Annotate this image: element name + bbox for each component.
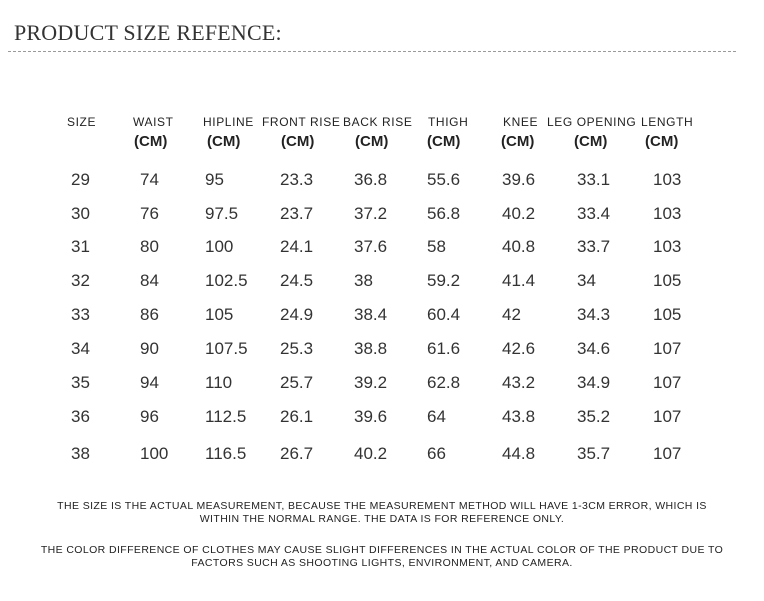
measurement-cell: 24.9 [280,305,314,324]
measurement-cell: 25.7 [280,373,314,392]
measurement-cell: 43.2 [502,373,536,392]
measurement-cell: 35.7 [577,444,611,463]
column-unit: (CM) [281,133,315,150]
measurement-cell: 34 [577,271,596,290]
measurement-cell: 40.8 [502,237,536,256]
measurement-cell: 64 [427,407,446,426]
measurement-cell: 86 [140,305,159,324]
measurement-cell: 105 [205,305,234,324]
measurement-cell: 33.1 [577,170,611,189]
measurement-cell: 80 [140,237,159,256]
measurement-cell: 56.8 [427,204,461,223]
measurement-cell: 39.6 [502,170,536,189]
column-header: LEG OPENING [547,115,637,129]
measurement-cell: 107 [653,407,682,426]
measurement-cell: 38 [354,271,373,290]
measurement-cell: 33.7 [577,237,611,256]
measurement-cell: 66 [427,444,446,463]
column-header: BACK RISE [343,115,413,129]
dashed-divider [8,51,736,52]
size-cell: 31 [71,237,90,256]
measurement-cell: 37.6 [354,237,388,256]
size-cell: 33 [71,305,90,324]
measurement-cell: 105 [653,271,682,290]
size-cell: 38 [71,444,90,463]
measurement-cell: 90 [140,339,159,358]
measurement-cell: 102.5 [205,271,248,290]
measurement-cell: 107 [653,373,682,392]
measurement-cell: 74 [140,170,159,189]
measurement-cell: 116.5 [205,444,247,463]
column-unit: (CM) [134,133,168,150]
color-note-line-1: THE COLOR DIFFERENCE OF CLOTHES MAY CAUSE SLIGHT DIFFERENCES IN THE ACTUAL COLOR OF THE PRODUCT DUE TO [40,544,724,556]
measurement-cell: 76 [140,204,159,223]
measurement-note-line-2: WITHIN THE NORMAL RANGE. THE DATA IS FOR REFERENCE ONLY. [199,513,565,525]
page-title: PRODUCT SIZE REFENCE: [14,20,282,45]
measurement-cell: 42.6 [502,339,536,358]
measurement-cell: 39.2 [354,373,388,392]
measurement-cell: 23.3 [280,170,314,189]
size-cell: 34 [71,339,90,358]
measurement-cell: 55.6 [427,170,461,189]
measurement-cell: 96 [140,407,159,426]
measurement-cell: 100 [140,444,169,463]
measurement-cell: 103 [653,170,682,189]
column-unit: (CM) [427,133,461,150]
column-header: LENGTH [641,115,694,129]
column-header: THIGH [428,115,469,129]
measurement-cell: 38.8 [354,339,388,358]
measurement-cell: 34.9 [577,373,611,392]
measurement-cell: 34.6 [577,339,611,358]
measurement-cell: 110 [205,373,233,392]
measurement-cell: 103 [653,237,682,256]
measurement-cell: 61.6 [427,339,461,358]
measurement-cell: 26.7 [280,444,314,463]
measurement-cell: 42 [502,305,521,324]
color-note [0,544,764,570]
measurement-cell: 107.5 [205,339,248,358]
column-header: HIPLINE [203,115,254,129]
measurement-cell: 107 [653,339,682,358]
measurement-cell: 36.8 [354,170,388,189]
measurement-cell: 34.3 [577,305,611,324]
size-cell: 35 [71,373,90,392]
measurement-cell: 112.5 [205,407,247,426]
measurement-cell: 24.5 [280,271,314,290]
measurement-cell: 40.2 [502,204,536,223]
size-cell: 30 [71,204,90,223]
measurement-cell: 41.4 [502,271,536,290]
measurement-cell: 39.6 [354,407,388,426]
measurement-cell: 95 [205,170,224,189]
measurement-cell: 43.8 [502,407,536,426]
measurement-cell: 33.4 [577,204,611,223]
measurement-cell: 94 [140,373,159,392]
measurement-cell: 103 [653,204,682,223]
measurement-cell: 26.1 [280,407,314,426]
column-header: FRONT RISE [262,115,341,129]
measurement-cell: 59.2 [427,271,461,290]
measurement-cell: 105 [653,305,682,324]
measurement-note-line-1: THE SIZE IS THE ACTUAL MEASUREMENT, BECAUSE THE MEASUREMENT METHOD WILL HAVE 1-3CM ERROR, WHICH IS [57,500,707,512]
size-cell: 36 [71,407,90,426]
measurement-cell: 25.3 [280,339,314,358]
column-header: SIZE [67,115,97,129]
color-note-line-2: FACTORS SUCH AS SHOOTING LIGHTS, ENVIRONMENT, AND CAMERA. [191,557,573,569]
measurement-cell: 38.4 [354,305,388,324]
measurement-cell: 62.8 [427,373,461,392]
size-cell: 32 [71,271,90,290]
column-header: WAIST [133,115,174,129]
column-header: KNEE [503,115,539,129]
measurement-cell: 107 [653,444,682,463]
measurement-cell: 84 [140,271,159,290]
measurement-cell: 35.2 [577,407,611,426]
column-unit: (CM) [645,133,679,150]
size-cell: 29 [71,170,90,189]
measurement-cell: 40.2 [354,444,388,463]
column-unit: (CM) [574,133,608,150]
measurement-cell: 100 [205,237,234,256]
column-unit: (CM) [501,133,535,150]
measurement-note [0,500,764,526]
measurement-cell: 37.2 [354,204,388,223]
measurement-cell: 24.1 [280,237,314,256]
measurement-cell: 60.4 [427,305,461,324]
measurement-cell: 44.8 [502,444,536,463]
measurement-cell: 58 [427,237,446,256]
measurement-cell: 97.5 [205,204,239,223]
column-unit: (CM) [355,133,389,150]
column-unit: (CM) [207,133,241,150]
measurement-cell: 23.7 [280,204,314,223]
